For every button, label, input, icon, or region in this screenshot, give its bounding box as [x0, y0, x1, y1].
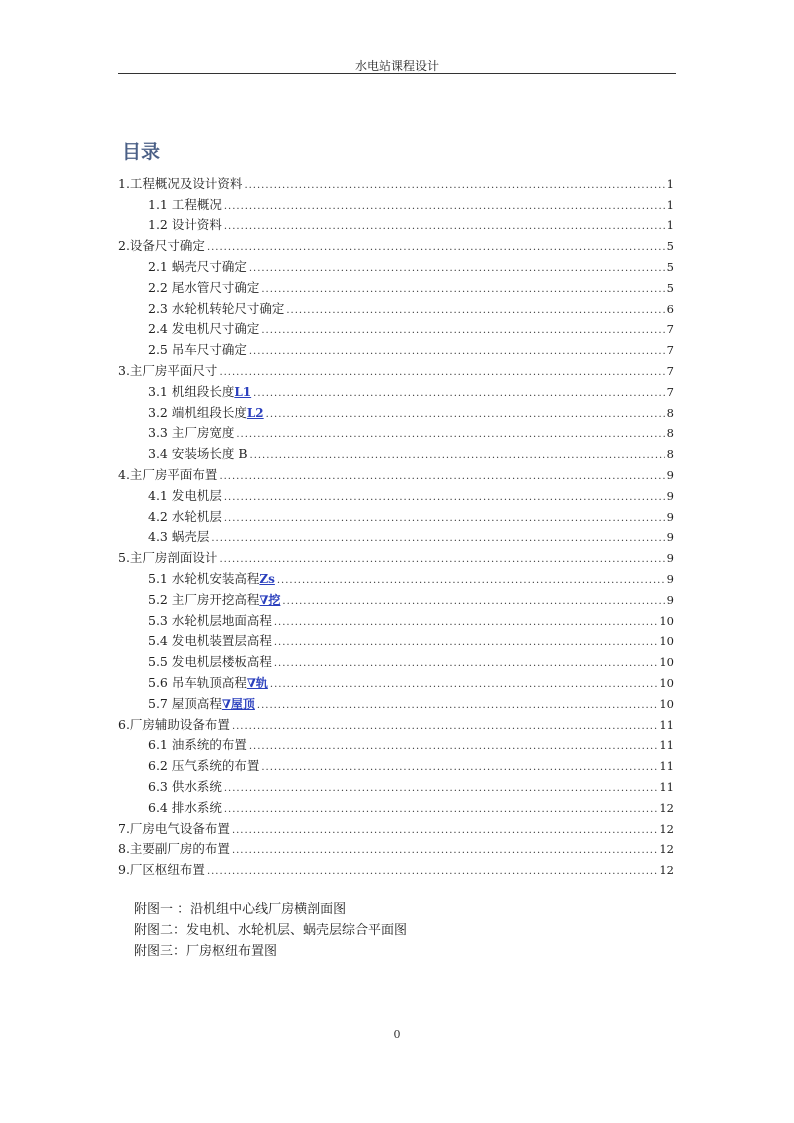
toc-entry[interactable] — [118, 441, 674, 462]
toc-dot-leader — [274, 637, 658, 649]
toc-dot-leader — [232, 845, 657, 857]
toc-entry[interactable] — [118, 712, 674, 733]
toc-entry-page: 7 — [666, 384, 674, 399]
toc-entry-page: 8 — [666, 405, 674, 420]
toc-entry-title: 1.1 工程概况 — [148, 196, 222, 212]
toc-entry-title: 8.主要副厂房的布置 — [118, 841, 230, 857]
toc-dot-leader — [219, 554, 664, 566]
toc-entry-page: 8 — [666, 447, 674, 462]
toc-entry-page: 9 — [666, 592, 674, 607]
toc-entry-page: 1 — [666, 218, 674, 233]
toc-entry[interactable] — [118, 545, 674, 566]
toc-entry-title: 5.3 水轮机层地面高程 — [148, 612, 272, 628]
toc-dot-leader — [224, 783, 658, 795]
toc-entry[interactable] — [118, 462, 674, 483]
toc-dot-leader — [207, 242, 665, 254]
toc-entry[interactable] — [118, 337, 674, 358]
toc-dot-leader — [253, 388, 665, 400]
toc-entry-title: 3.1 机组段长度 — [148, 383, 235, 399]
toc-entry-title: 6.2 压气系统的布置 — [148, 758, 260, 774]
toc-entry-page: 12 — [659, 863, 674, 878]
appendix-item: 附图一 ：沿机组中心线厂房横剖面图 — [134, 902, 347, 917]
toc-entry-title: 5.主厂房剖面设计 — [118, 550, 218, 566]
toc-entry-title: 5.4 发电机装置层高程 — [148, 633, 272, 649]
toc-dot-leader — [286, 305, 664, 317]
toc-entry[interactable] — [118, 213, 674, 234]
toc-entry[interactable] — [118, 691, 674, 712]
toc-entry-title: 4.2 水轮机层 — [148, 508, 222, 524]
toc-entry[interactable] — [118, 192, 674, 213]
toc-title: 目录 — [122, 141, 161, 163]
toc-entry-page: 5 — [666, 239, 674, 254]
toc-dot-leader — [219, 367, 664, 379]
toc-dot-leader — [224, 804, 658, 816]
toc-dot-leader — [232, 721, 657, 733]
toc-dot-leader — [219, 471, 664, 483]
toc-entry[interactable] — [118, 649, 674, 670]
toc-entry[interactable] — [118, 358, 674, 379]
toc-entry-title: 1.工程概况及设计资料 — [118, 175, 243, 191]
toc-entry[interactable] — [118, 608, 674, 629]
toc-dot-leader — [250, 450, 665, 462]
toc-entry-title: 6.3 供水系统 — [148, 778, 222, 794]
toc-entry-page: 9 — [666, 530, 674, 545]
toc-entry-title: 5.1 水轮机安装高程 — [148, 570, 260, 586]
toc-dot-leader — [224, 201, 665, 213]
toc-entry-title: 3.主厂房平面尺寸 — [118, 362, 218, 378]
toc-entry-page: 7 — [666, 363, 674, 378]
toc-entry[interactable] — [118, 670, 674, 691]
appendix-item: 附图二：发电机、水轮机层、蜗壳层综合平面图 — [134, 923, 408, 938]
toc-entry[interactable] — [118, 629, 674, 650]
toc-entry[interactable] — [118, 837, 674, 858]
toc-entry-title: 1.2 设计资料 — [148, 217, 222, 233]
toc-dot-leader — [249, 741, 658, 753]
toc-entry-page: 11 — [659, 738, 674, 753]
toc-entry[interactable] — [118, 587, 674, 608]
toc-entry-title: 6.厂房辅助设备布置 — [118, 716, 230, 732]
toc-entry-page: 7 — [666, 322, 674, 337]
toc-entry-page: 10 — [659, 613, 674, 628]
toc-entry-page: 9 — [666, 509, 674, 524]
toc-entry[interactable] — [118, 317, 674, 338]
toc-entry-title: 2.设备尺寸确定 — [118, 238, 205, 254]
toc-entry-title: 6.4 排水系统 — [148, 799, 222, 815]
toc-entry[interactable] — [118, 795, 674, 816]
toc-entry[interactable] — [118, 379, 674, 400]
appendix-item: 附图三：厂房枢纽布置图 — [134, 944, 278, 959]
toc-entry[interactable] — [118, 400, 674, 421]
toc-entry-page: 10 — [659, 675, 674, 690]
toc-entry-title: 5.6 吊车轨顶高程 — [148, 674, 247, 690]
toc-dot-leader — [211, 533, 664, 545]
toc-entry[interactable] — [118, 857, 674, 878]
toc-entry-page: 11 — [659, 779, 674, 794]
toc-entry-title: 3.2 端机组段长度 — [148, 404, 247, 420]
toc-entry-page: 8 — [666, 426, 674, 441]
toc-entry-symbol: L1 — [234, 384, 252, 399]
toc-entry-page: 11 — [659, 717, 674, 732]
toc-entry-page: 1 — [666, 197, 674, 212]
page-number: 0 — [393, 1028, 401, 1041]
toc-dot-leader — [244, 180, 664, 192]
toc-entry[interactable] — [118, 566, 674, 587]
toc-entry[interactable] — [118, 275, 674, 296]
toc-entry-title: 7.厂房电气设备布置 — [118, 820, 230, 836]
toc-dot-leader — [261, 325, 664, 337]
toc-entry-title: 5.5 发电机层楼板高程 — [148, 654, 272, 670]
toc-entry[interactable] — [118, 254, 674, 275]
toc-entry[interactable] — [118, 733, 674, 754]
appendix-list — [134, 899, 407, 962]
toc-entry-page: 10 — [659, 696, 674, 711]
page-header: 水电站课程设计 — [354, 59, 439, 73]
toc-entry-page: 7 — [666, 343, 674, 358]
toc-entry-title: 9.厂区枢纽布置 — [118, 862, 205, 878]
toc-dot-leader — [274, 658, 658, 670]
toc-entry-symbol: ∇轨 — [246, 675, 268, 690]
toc-entry-title: 3.3 主厂房宽度 — [148, 425, 235, 441]
toc-dot-leader — [277, 575, 665, 587]
toc-entry-symbol: L2 — [246, 405, 264, 420]
toc-entry-title: 4.主厂房平面布置 — [118, 466, 218, 482]
toc-entry[interactable] — [118, 753, 674, 774]
toc-entry-symbol: ∇挖 — [259, 592, 281, 607]
toc-dot-leader — [224, 513, 665, 525]
toc-entry-title: 6.1 油系统的布置 — [148, 737, 247, 753]
toc-dot-leader — [261, 284, 664, 296]
toc-entry-title: 2.2 尾水管尺寸确定 — [148, 279, 260, 295]
header-divider — [118, 73, 676, 74]
toc-entry[interactable] — [118, 233, 674, 254]
toc-entry[interactable] — [118, 816, 674, 837]
toc-entry-title: 2.5 吊车尺寸确定 — [148, 342, 247, 358]
toc-dot-leader — [236, 429, 664, 441]
toc-dot-leader — [257, 700, 657, 712]
toc-entry[interactable] — [118, 774, 674, 795]
toc-entry[interactable] — [118, 483, 674, 504]
toc-entry-page: 12 — [659, 821, 674, 836]
toc-dot-leader — [207, 866, 657, 878]
toc-entry-page: 12 — [659, 800, 674, 815]
toc-entry-page: 5 — [666, 259, 674, 274]
toc-dot-leader — [282, 596, 664, 608]
toc-dot-leader — [249, 346, 665, 358]
table-of-contents — [118, 171, 674, 878]
toc-dot-leader — [274, 617, 658, 629]
toc-entry-page: 9 — [666, 571, 674, 586]
toc-entry-title: 4.1 发电机层 — [148, 487, 222, 503]
toc-entry-page: 1 — [666, 176, 674, 191]
toc-entry-title: 2.4 发电机尺寸确定 — [148, 321, 260, 337]
toc-entry[interactable] — [118, 296, 674, 317]
toc-entry-page: 5 — [666, 280, 674, 295]
toc-dot-leader — [249, 263, 665, 275]
toc-entry[interactable] — [118, 504, 674, 525]
toc-entry[interactable] — [118, 525, 674, 546]
toc-entry-title: 3.4 安装场长度 B — [148, 446, 248, 462]
toc-entry[interactable] — [118, 421, 674, 442]
toc-entry-title: 4.3 蜗壳层 — [148, 529, 210, 545]
toc-entry-symbol: ∇屋顶 — [221, 696, 255, 711]
toc-entry-page: 6 — [666, 301, 674, 316]
toc-entry-page: 10 — [659, 655, 674, 670]
toc-dot-leader — [270, 679, 657, 691]
toc-entry-title: 5.2 主厂房开挖高程 — [148, 591, 260, 607]
toc-entry-page: 11 — [659, 759, 674, 774]
toc-entry-title: 2.3 水轮机转轮尺寸确定 — [148, 300, 285, 316]
toc-entry-title: 2.1 蜗壳尺寸确定 — [148, 258, 247, 274]
toc-entry-page: 10 — [659, 634, 674, 649]
toc-dot-leader — [224, 221, 665, 233]
toc-dot-leader — [224, 492, 665, 504]
toc-entry-page: 9 — [666, 488, 674, 503]
toc-entry-symbol: Zs — [259, 571, 275, 586]
toc-entry-title: 5.7 屋顶高程 — [148, 695, 222, 711]
toc-dot-leader — [232, 825, 657, 837]
toc-entry-page: 9 — [666, 467, 674, 482]
toc-entry[interactable] — [118, 171, 674, 192]
toc-dot-leader — [266, 409, 665, 421]
toc-entry-page: 9 — [666, 551, 674, 566]
toc-entry-page: 12 — [659, 842, 674, 857]
toc-dot-leader — [261, 762, 657, 774]
